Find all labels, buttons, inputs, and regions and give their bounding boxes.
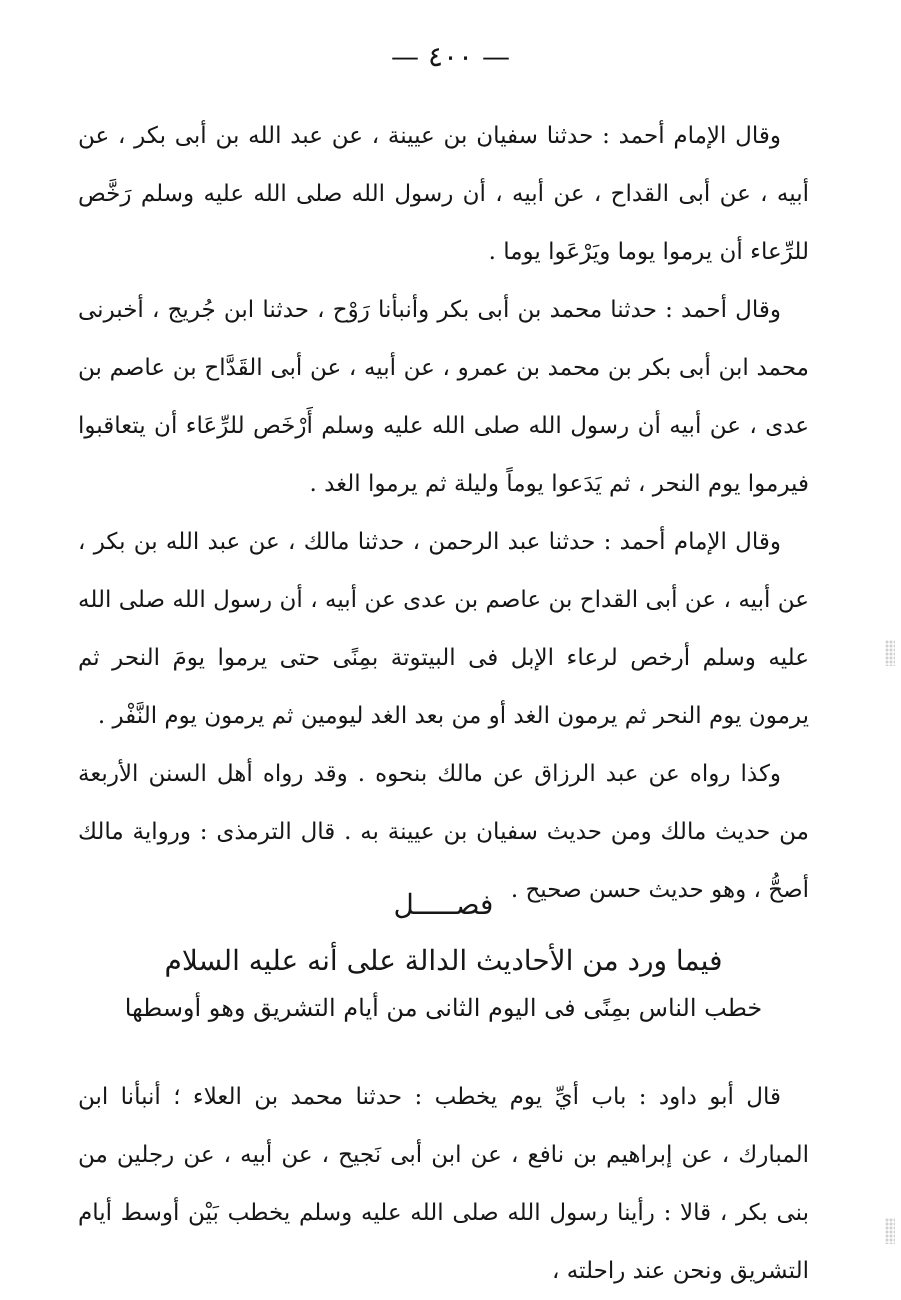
body-text [78,107,809,919]
paragraph-ahmad-abdulrahman: وقال الإمام أحمد : حدثنا عبد الرحمن ، حدثنا مالك ، عن عبد الله بن بكر ، عن أبيه ، عن أبى القداح بن عاصم بن عدى عن أبيه ، أن رسول الله صلى الله عليه وسلم أرخص لرعاء الإبل فى البيتوتة بمِنًى حتى يرموا يومَ النحر ثم يرمون يوم النحر ثم يرمون الغد أو من بعد الغد ليومين ثم يرمون يوم النَّفْر . [78,529,809,729]
scan-speck [885,640,895,666]
section-title: فيما ورد من الأحاديث الدالة على أنه عليه السلام [164,944,723,977]
paragraph-ahmad-sufyan: وقال الإمام أحمد : حدثنا سفيان بن عيينة ، عن عبد الله بن أبى بكر ، عن أبيه ، عن أبى القداح ، عن أبيه ، أن رسول الله صلى الله عليه وسلم رَخَّص للرِّعاء أن يرموا يوما ويَرْعَوا يوما . [78,123,809,265]
paragraph-sunan-note: وكذا رواه عن عبد الرزاق عن مالك بنحوه . وقد رواه أهل السنن الأربعة من حديث مالك ومن حديث سفيان بن عيينة به . قال الترمذى : ورواية مالك أصحُّ ، وهو حديث حسن صحيح . [78,761,809,903]
paragraph-abu-dawud: قال أبو داود : باب أيِّ يوم يخطب : حدثنا محمد بن العلاء ؛ أنبأنا ابن المبارك ، عن إبراهيم بن نافع ، عن ابن أبى نَجيح ، عن أبيه ، عن رجلين من بنى بكر ، قالا : رأينا رسول الله صلى الله عليه وسلم يخطب بَيْن أوسط أيام التشريق ونحن عند راحلته ، [78,1084,809,1284]
section-subtitle: خطب الناس بمِنًى فى اليوم الثانى من أيام التشريق وهو أوسطها [124,994,763,1022]
section-label: فصـــــل [393,888,494,921]
paragraph-ahmad-rawh: وقال أحمد : حدثنا محمد بن أبى بكر وأنبأنا رَوْح ، حدثنا ابن جُريج ، أخبرنى محمد ابن أبى بكر بن محمد بن عمرو ، عن أبيه ، عن أبى القَدَّاح بن عاصم بن عدى ، عن أبيه أن رسول الله صلى الله عليه وسلم أَرْخَص للرِّعَاء أن يتعاقبوا فيرموا يوم النحر ، ثم يَدَعوا يوماً وليلة ثم يرموا الغد . [78,297,809,497]
scan-speck [885,1218,895,1244]
section-body-text [78,1068,809,1300]
page-number: — ٤٠٠ — [391,40,510,73]
